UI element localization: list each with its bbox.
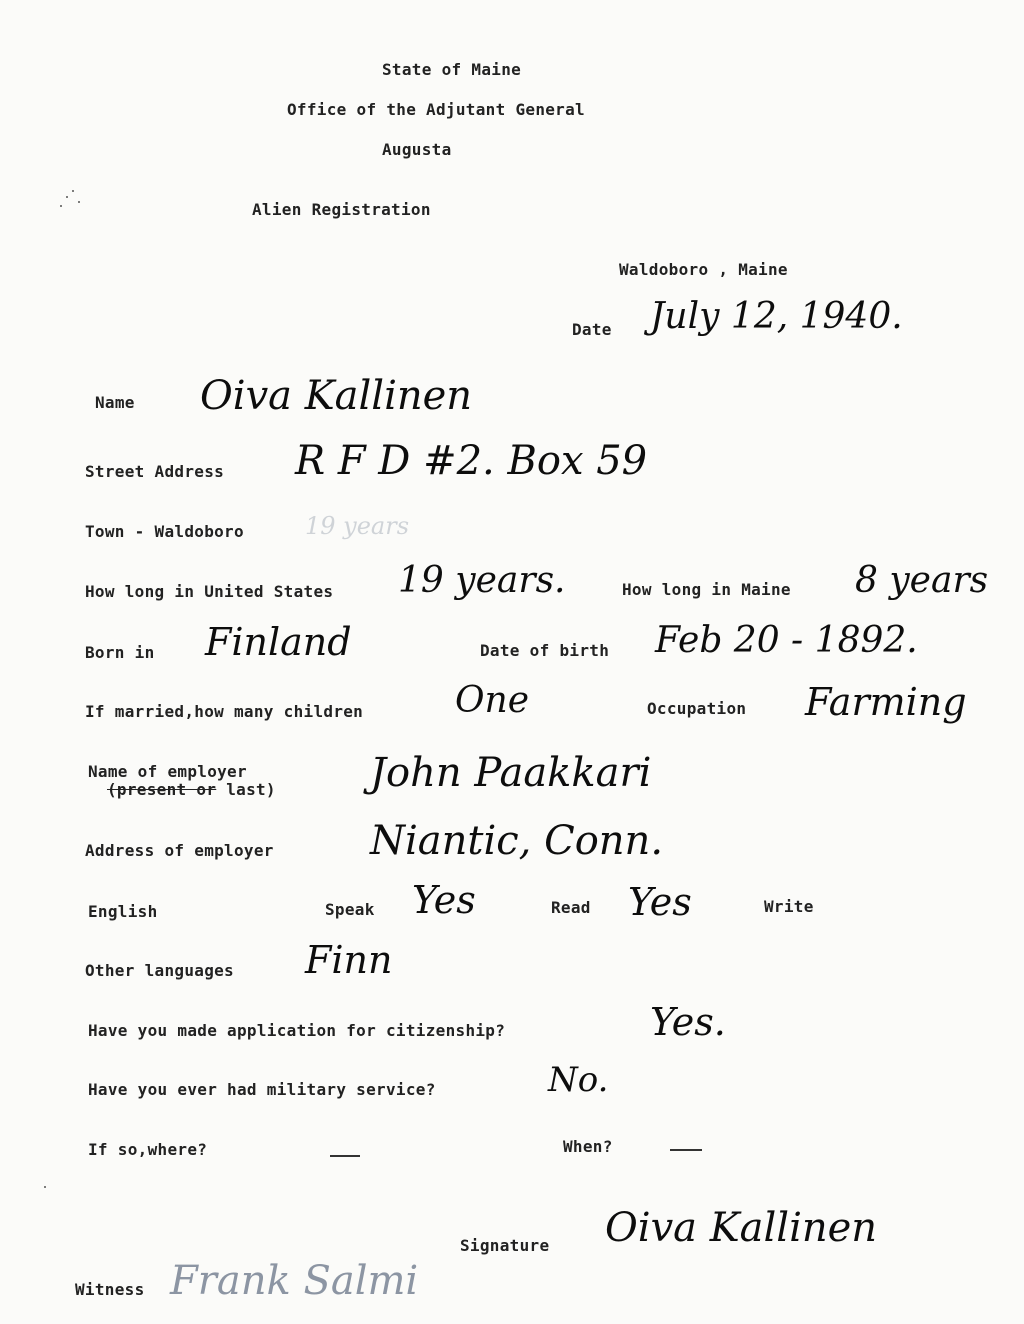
date-of-birth-value: Feb 20 - 1892. <box>655 620 918 661</box>
military-value: No. <box>548 1060 609 1100</box>
children-value: One <box>455 680 530 721</box>
signature-label: Signature <box>460 1236 550 1255</box>
where-label: If so,where? <box>88 1140 208 1159</box>
children-label: If married,how many children <box>85 702 364 721</box>
how-long-maine-value: 8 years <box>855 560 989 601</box>
born-in-label: Born in <box>85 643 155 662</box>
read-label: Read <box>551 898 591 917</box>
office-heading: Office of the Adjutant General <box>287 100 585 119</box>
witness-label: Witness <box>75 1280 145 1299</box>
born-in-value: Finland <box>205 620 352 664</box>
date-label: Date <box>572 320 612 339</box>
other-languages-value: Finn <box>305 938 393 982</box>
street-address-label: Street Address <box>85 462 225 481</box>
read-value: Yes <box>628 880 692 924</box>
speak-label: Speak <box>325 900 375 919</box>
citizenship-label: Have you made application for citizenship? <box>88 1021 506 1040</box>
scan-speck <box>66 196 68 198</box>
citizenship-value: Yes. <box>650 1000 726 1044</box>
signature-value: Oiva Kallinen <box>605 1205 878 1251</box>
town-label: Town - Waldoboro <box>85 522 244 541</box>
other-languages-label: Other languages <box>85 961 234 980</box>
scan-speck <box>78 201 80 203</box>
scan-speck <box>72 190 74 192</box>
military-label: Have you ever had military service? <box>88 1080 436 1099</box>
employer-label: Name of employer <box>88 762 247 781</box>
date-value: July 12, 1940. <box>650 296 903 337</box>
employer-struck-text: (present or <box>107 780 217 799</box>
city-heading: Augusta <box>382 140 452 159</box>
speak-value: Yes <box>412 878 476 922</box>
scan-speck <box>60 205 62 207</box>
write-label: Write <box>764 897 814 916</box>
state-heading: State of Maine <box>382 60 522 79</box>
how-long-us-value: 19 years. <box>398 560 566 601</box>
place-line: Waldoboro , Maine <box>619 260 788 279</box>
scan-speck <box>44 1186 46 1188</box>
employer-address-label: Address of employer <box>85 841 274 860</box>
employer-address-value: Niantic, Conn. <box>370 818 664 864</box>
street-address-value: R F D #2. Box 59 <box>295 438 648 484</box>
where-dash <box>330 1155 360 1157</box>
occupation-value: Farming <box>805 680 967 724</box>
name-label: Name <box>95 393 135 412</box>
employer-sublabel <box>107 780 276 799</box>
occupation-label: Occupation <box>647 699 747 718</box>
english-label: English <box>88 902 158 921</box>
how-long-maine-label: How long in Maine <box>622 580 791 599</box>
name-value: Oiva Kallinen <box>200 373 473 419</box>
employer-value: John Paakkari <box>370 750 652 796</box>
town-faint-mark: 19 years <box>305 512 410 540</box>
form-title: Alien Registration <box>252 200 431 219</box>
when-label: When? <box>563 1137 613 1156</box>
witness-value: Frank Salmi <box>170 1258 419 1304</box>
date-of-birth-label: Date of birth <box>480 641 610 660</box>
employer-last-text: last) <box>226 780 276 799</box>
when-dash <box>670 1149 702 1151</box>
how-long-us-label: How long in United States <box>85 582 334 601</box>
